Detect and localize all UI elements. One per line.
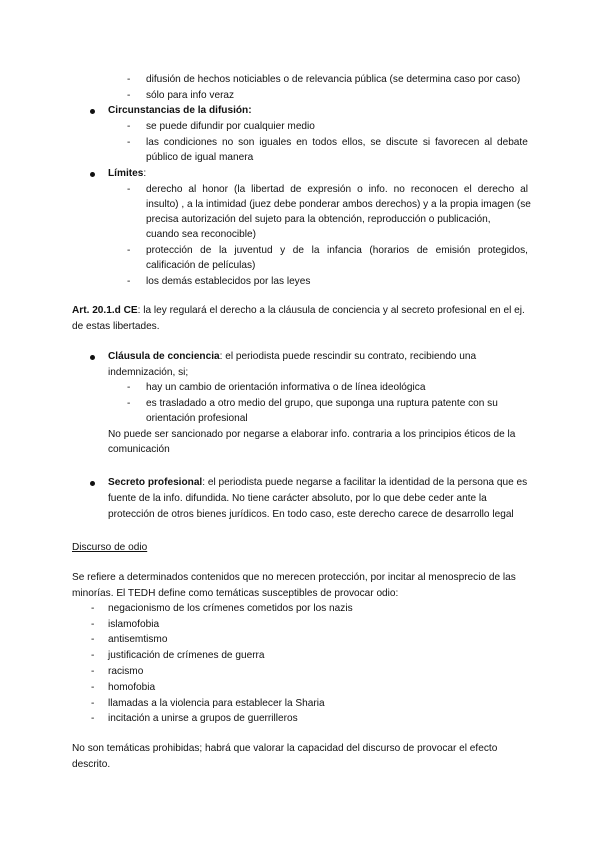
dash-marker: - <box>127 74 131 85</box>
word: si <box>422 137 431 148</box>
list-item: es trasladado a otro medio del grupo, que suponga una ruptura patente con su <box>146 398 498 409</box>
closing-paragraph-line: descrito. <box>72 759 111 770</box>
closing-paragraph: No son temáticas prohibidas; habrá que valorar la capacidad del discurso de provocar el efecto <box>72 743 498 754</box>
dash-marker: - <box>91 619 95 630</box>
list-item-line: calificación de películas) <box>146 260 256 271</box>
word: expresión <box>307 184 352 195</box>
clausula-note: No puede ser sancionado por negarse a elaborar info. contraria a los principios éticos de la <box>108 429 516 440</box>
clausula-note-line: comunicación <box>108 444 170 455</box>
dash-marker: - <box>91 634 95 645</box>
list-item: los demás establecidos por las leyes <box>146 276 311 287</box>
article-paragraph-line: de estas libertades. <box>72 321 160 332</box>
justified-line <box>146 244 528 258</box>
word: las <box>146 137 159 148</box>
list-item: se puede difundir por cualquier medio <box>146 121 315 132</box>
list-item: justificación de crímenes de guerra <box>108 650 265 661</box>
word: el <box>463 184 472 195</box>
list-item: negacionismo de los crímenes cometidos por los nazis <box>108 603 353 614</box>
word: son <box>238 137 255 148</box>
word: reconocen <box>410 184 458 195</box>
word: y <box>280 245 286 256</box>
word: condiciones <box>163 137 218 148</box>
secreto-line: protección de otros bienes jurídicos. En todo caso, este derecho carece de desarrollo legal <box>108 509 514 520</box>
list-item: antisemtismo <box>108 634 168 645</box>
dash-marker: - <box>91 603 95 614</box>
list-item: homofobia <box>108 682 156 693</box>
word: protegidos, <box>477 245 528 256</box>
list-item: islamofobia <box>108 619 160 630</box>
word: no <box>393 184 405 195</box>
word: discute <box>385 137 418 148</box>
section-heading: Circunstancias de la difusión: <box>108 105 252 116</box>
word: derecho <box>477 184 515 195</box>
justified-line <box>146 183 528 197</box>
dash-marker: - <box>91 650 95 661</box>
word: todos <box>312 137 338 148</box>
list-item: hay un cambio de orientación informativa o de línea ideológica <box>146 382 426 393</box>
word: de <box>200 245 212 256</box>
word: de <box>290 184 302 195</box>
word: debate <box>496 137 528 148</box>
word: favorecen <box>435 137 480 148</box>
clausula-line: indemnización, si; <box>108 367 189 378</box>
list-item: sólo para info veraz <box>146 90 235 101</box>
dash-marker: - <box>127 382 131 393</box>
word: iguales <box>259 137 292 148</box>
clausula-heading-line: Cláusula de conciencia: el periodista puede rescindir su contrato, recibiendo una <box>108 351 477 362</box>
word: la <box>218 245 227 256</box>
word: honor <box>202 184 229 195</box>
dash-marker: - <box>127 276 131 287</box>
word: en <box>296 137 308 148</box>
dash-marker: - <box>127 137 131 148</box>
word: de <box>416 245 429 256</box>
word: libertad <box>251 184 285 195</box>
word: emisión <box>435 245 471 256</box>
word: juventud <box>234 245 273 256</box>
bullet-icon <box>90 172 95 177</box>
word: no <box>222 137 234 148</box>
bullet-icon <box>90 355 95 360</box>
article-paragraph: Art. 20.1.d CE: la ley regulará el derecho a la cláusula de conciencia y al secreto profesional en el ej. <box>72 305 525 316</box>
word: la <box>311 245 320 256</box>
dash-marker: - <box>91 666 95 677</box>
section-title: Discurso de odio <box>72 542 148 553</box>
intro-paragraph-line: minorías. El TEDH define como temáticas susceptibles de provocar odio: <box>72 588 399 599</box>
secreto-heading-line: Secreto profesional: el periodista puede negarse a facilitar la identidad de la persona que es <box>108 477 528 488</box>
dash-marker: - <box>91 682 95 693</box>
bullet-icon <box>90 481 95 486</box>
word: info. <box>368 184 388 195</box>
word: o <box>357 184 363 195</box>
dash-marker: - <box>127 398 131 409</box>
word: de <box>292 245 305 256</box>
word: infancia <box>327 245 362 256</box>
list-item: llamadas a la violencia para establecer la Sharia <box>108 698 325 709</box>
list-item-line: precisa autorización del sujeto para la obtención, reproducción o publicación, <box>146 214 491 225</box>
dash-marker: - <box>127 90 131 101</box>
list-item-line: insulto) , a la intimidad (juez debe ponderar ambos derechos) y a la propia imagen (se <box>146 199 531 210</box>
section-heading: Límites: <box>108 168 147 179</box>
list-item-continuation: público de igual manera <box>146 152 254 163</box>
bullet-icon <box>90 109 95 114</box>
word: derecho <box>146 184 183 195</box>
word: (horarios <box>369 245 410 256</box>
word: (la <box>233 184 246 195</box>
list-item: difusión de hechos noticiables o de relevancia pública (se determina caso por caso) <box>146 74 521 85</box>
dash-marker: - <box>127 121 131 132</box>
intro-paragraph: Se refiere a determinados contenidos que no merecen protección, por incitar al menosprecio de las <box>72 572 516 583</box>
list-item-line: cuando sea reconocible) <box>146 229 256 240</box>
list-item: racismo <box>108 666 144 677</box>
word: al <box>520 184 528 195</box>
word: se <box>370 137 382 148</box>
justified-line <box>146 136 528 150</box>
list-item-line: orientación profesional <box>146 413 248 424</box>
word: al <box>484 137 493 148</box>
word: protección <box>146 245 193 256</box>
dash-marker: - <box>127 184 131 195</box>
dash-marker: - <box>91 698 95 709</box>
dash-marker: - <box>91 713 95 724</box>
word: ellos, <box>341 137 366 148</box>
list-item: incitación a unirse a grupos de guerrilleros <box>108 713 298 724</box>
dash-marker: - <box>127 245 131 256</box>
secreto-line: fuente de la info. difundida. No tiene carácter absoluto, por lo que debe ceder ante la <box>108 493 487 504</box>
word: al <box>188 184 197 195</box>
